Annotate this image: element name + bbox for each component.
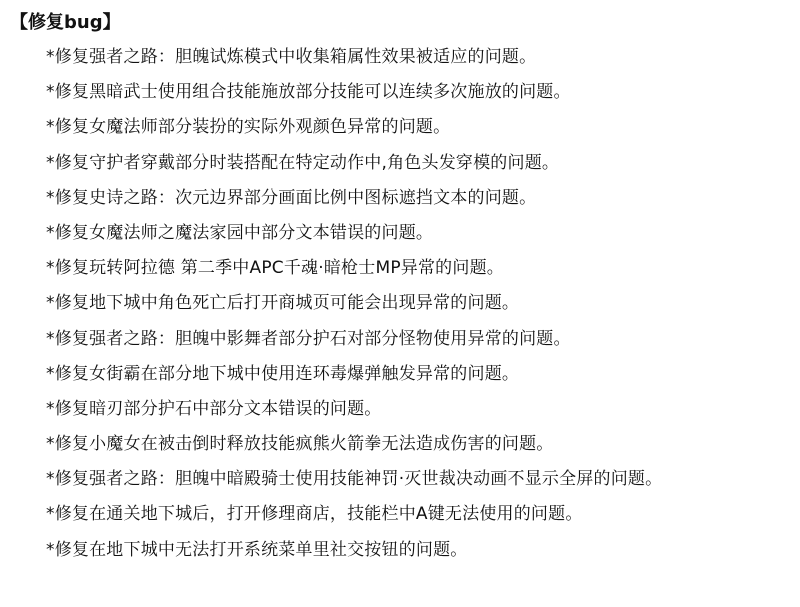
bugfix-item: *修复在地下城中无法打开系统菜单里社交按钮的问题。 bbox=[46, 539, 468, 560]
bugfix-item: *修复史诗之路：次元边界部分画面比例中图标遮挡文本的问题。 bbox=[46, 187, 537, 208]
bugfix-item: *修复黑暗武士使用组合技能施放部分技能可以连续多次施放的问题。 bbox=[46, 82, 571, 103]
bugfix-item: *修复强者之路：胆魄中影舞者部分护石对部分怪物使用异常的问题。 bbox=[46, 328, 571, 349]
bugfix-item: *修复女街霸在部分地下城中使用连环毒爆弹触发异常的问题。 bbox=[46, 363, 520, 384]
bugfix-list bbox=[46, 40, 662, 568]
bugfix-item: *修复地下城中角色死亡后打开商城页可能会出现异常的问题。 bbox=[46, 293, 520, 314]
bugfix-item: *修复女魔法师之魔法家园中部分文本错误的问题。 bbox=[46, 222, 434, 243]
bugfix-item: *修复守护者穿戴部分时装搭配在特定动作中,角色头发穿模的问题。 bbox=[46, 152, 560, 173]
bugfix-item: *修复玩转阿拉德 第二季中APC千魂·暗枪士MP异常的问题。 bbox=[46, 258, 504, 279]
bugfix-item: *修复强者之路：胆魄中暗殿骑士使用技能神罚·灭世裁决动画不显示全屏的问题。 bbox=[46, 469, 663, 490]
bugfix-item: *修复女魔法师部分装扮的实际外观颜色异常的问题。 bbox=[46, 117, 451, 138]
bugfix-item: *修复在通关地下城后，打开修理商店，技能栏中A键无法使用的问题。 bbox=[46, 504, 583, 525]
bugfix-item: *修复暗刃部分护石中部分文本错误的问题。 bbox=[46, 398, 382, 419]
bugfix-item: *修复强者之路：胆魄试炼模式中收集箱属性效果被适应的问题。 bbox=[46, 47, 537, 67]
section-heading: 【修复bug】 bbox=[10, 12, 121, 33]
bugfix-item: *修复小魔女在被击倒时释放技能疯熊火箭拳无法造成伤害的问题。 bbox=[46, 434, 554, 455]
